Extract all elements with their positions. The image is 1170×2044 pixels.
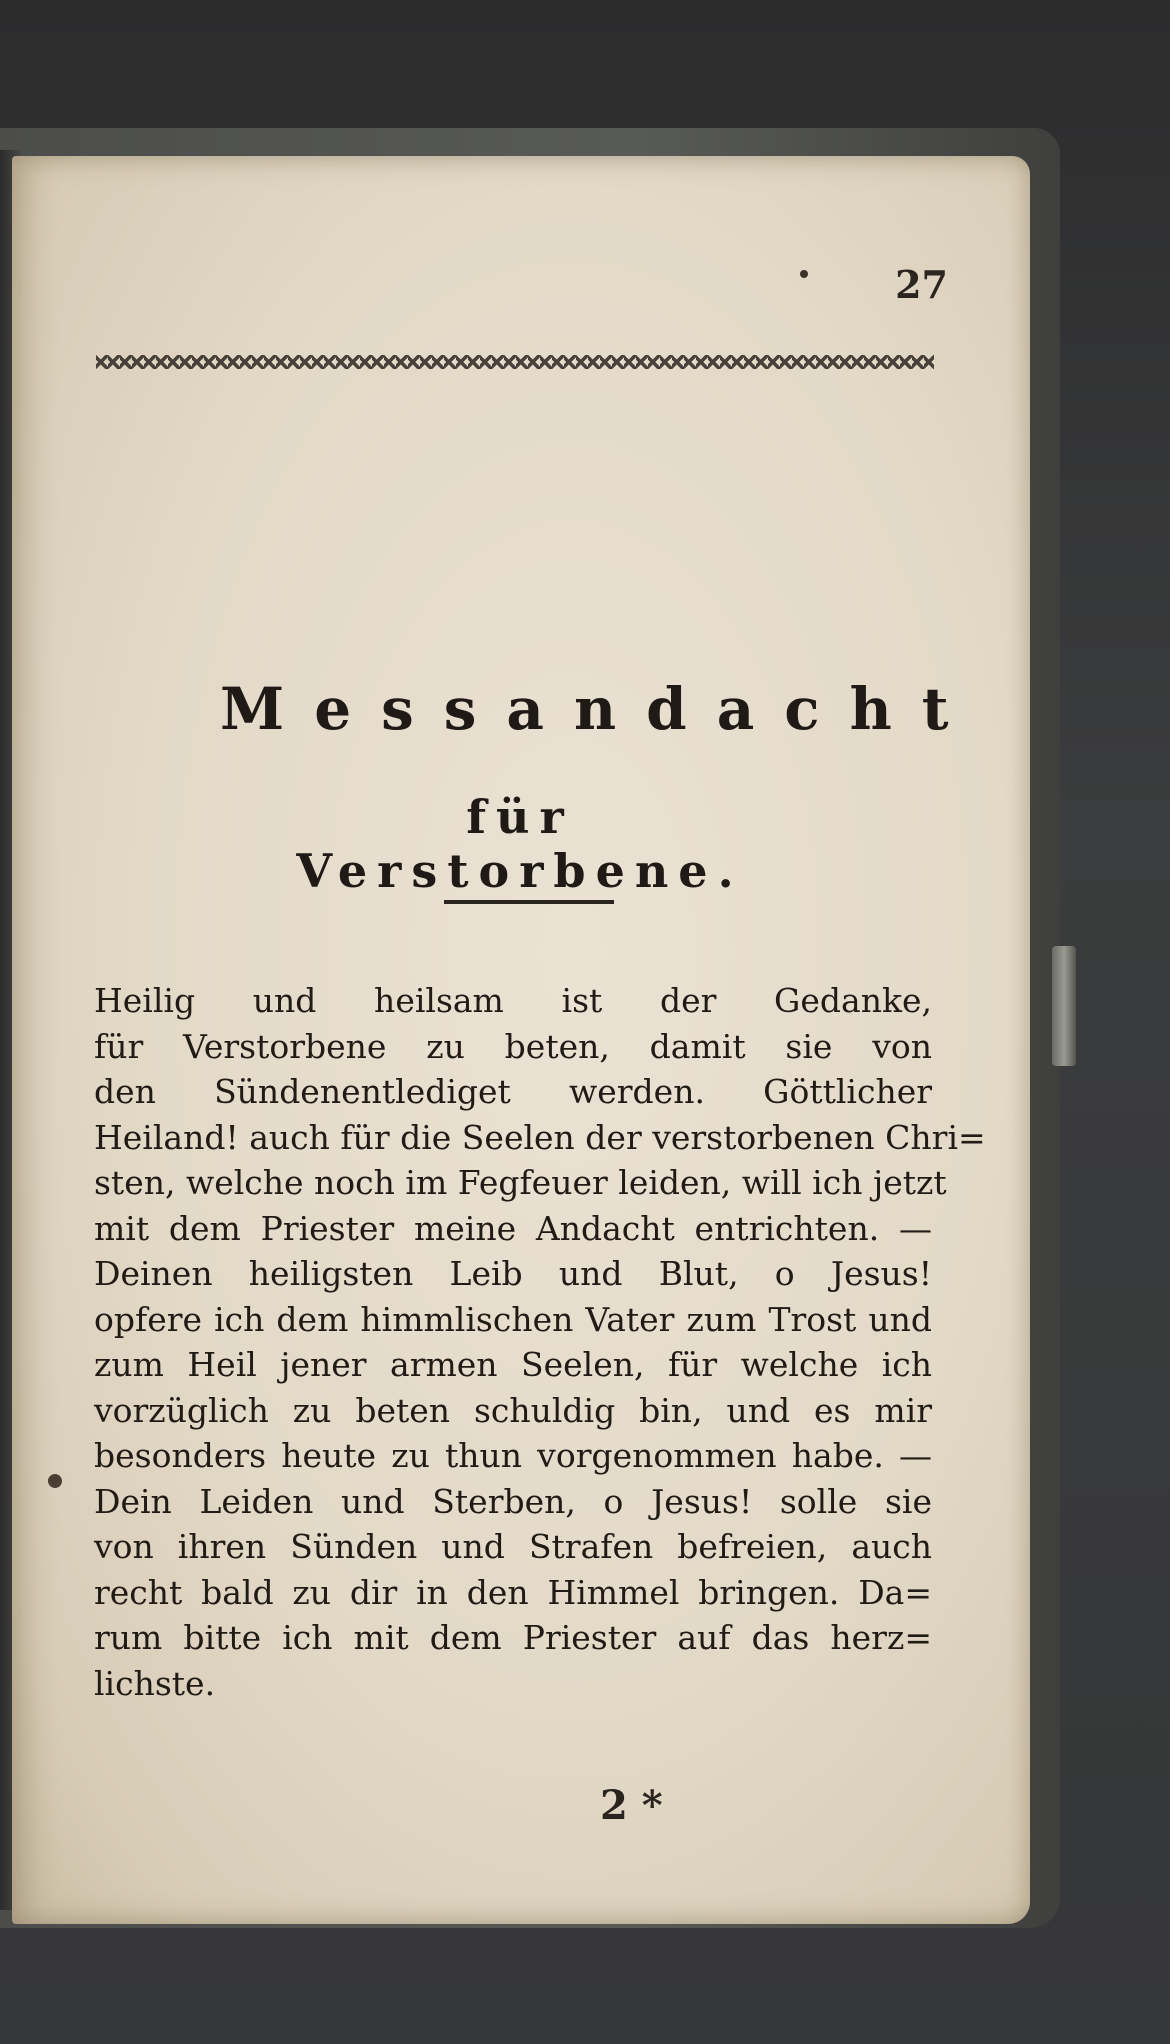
body-line: lichste.	[94, 1663, 216, 1703]
ornamental-rule	[96, 355, 934, 369]
body-line: den Sündenentlediget werden. Göttlicher	[94, 1072, 932, 1111]
body-line: sten, welche noch im Fegfeuer leiden, will ich jetzt	[94, 1163, 947, 1202]
body-line: Dein Leiden und Sterben, o Jesus! solle sie	[94, 1481, 932, 1521]
page-number: 27	[895, 262, 948, 307]
body-line: zum Heil jener armen Seelen, für welche ich	[94, 1345, 932, 1384]
body-line: Deinen heiligsten Leib und Blut, o Jesus!	[94, 1254, 932, 1293]
body-line: mit dem Priester meine Andacht entrichten. —	[94, 1208, 932, 1248]
body-line: rum bitte ich mit dem Priester auf das herz=	[94, 1618, 932, 1657]
title-divider	[444, 900, 614, 904]
signature-mark: 2 *	[600, 1782, 663, 1829]
body-line: recht bald zu dir in den Himmel bringen. Da=	[94, 1572, 932, 1612]
body-line: Heiland! auch für die Seelen der verstorbenen Chri=	[94, 1117, 986, 1157]
body-line: opfere ich dem himmlischen Vater zum Trost und	[94, 1299, 932, 1339]
body-line: für Verstorbene zu beten, damit sie von	[94, 1026, 932, 1066]
page-subtitle: für Verstorbene.	[296, 790, 744, 898]
page-title: Messandacht	[220, 675, 979, 743]
body-line: Heilig und heilsam ist der Gedanke,	[94, 981, 932, 1020]
body-line: von ihren Sünden und Strafen befreien, auch	[94, 1527, 932, 1566]
ink-dot	[800, 270, 808, 278]
body-paragraph	[94, 978, 986, 1706]
book-clasp	[1052, 946, 1076, 1066]
body-line: besonders heute zu thun vorgenommen habe. —	[94, 1436, 932, 1475]
body-line: vorzüglich zu beten schuldig bin, und es mir	[94, 1390, 932, 1430]
